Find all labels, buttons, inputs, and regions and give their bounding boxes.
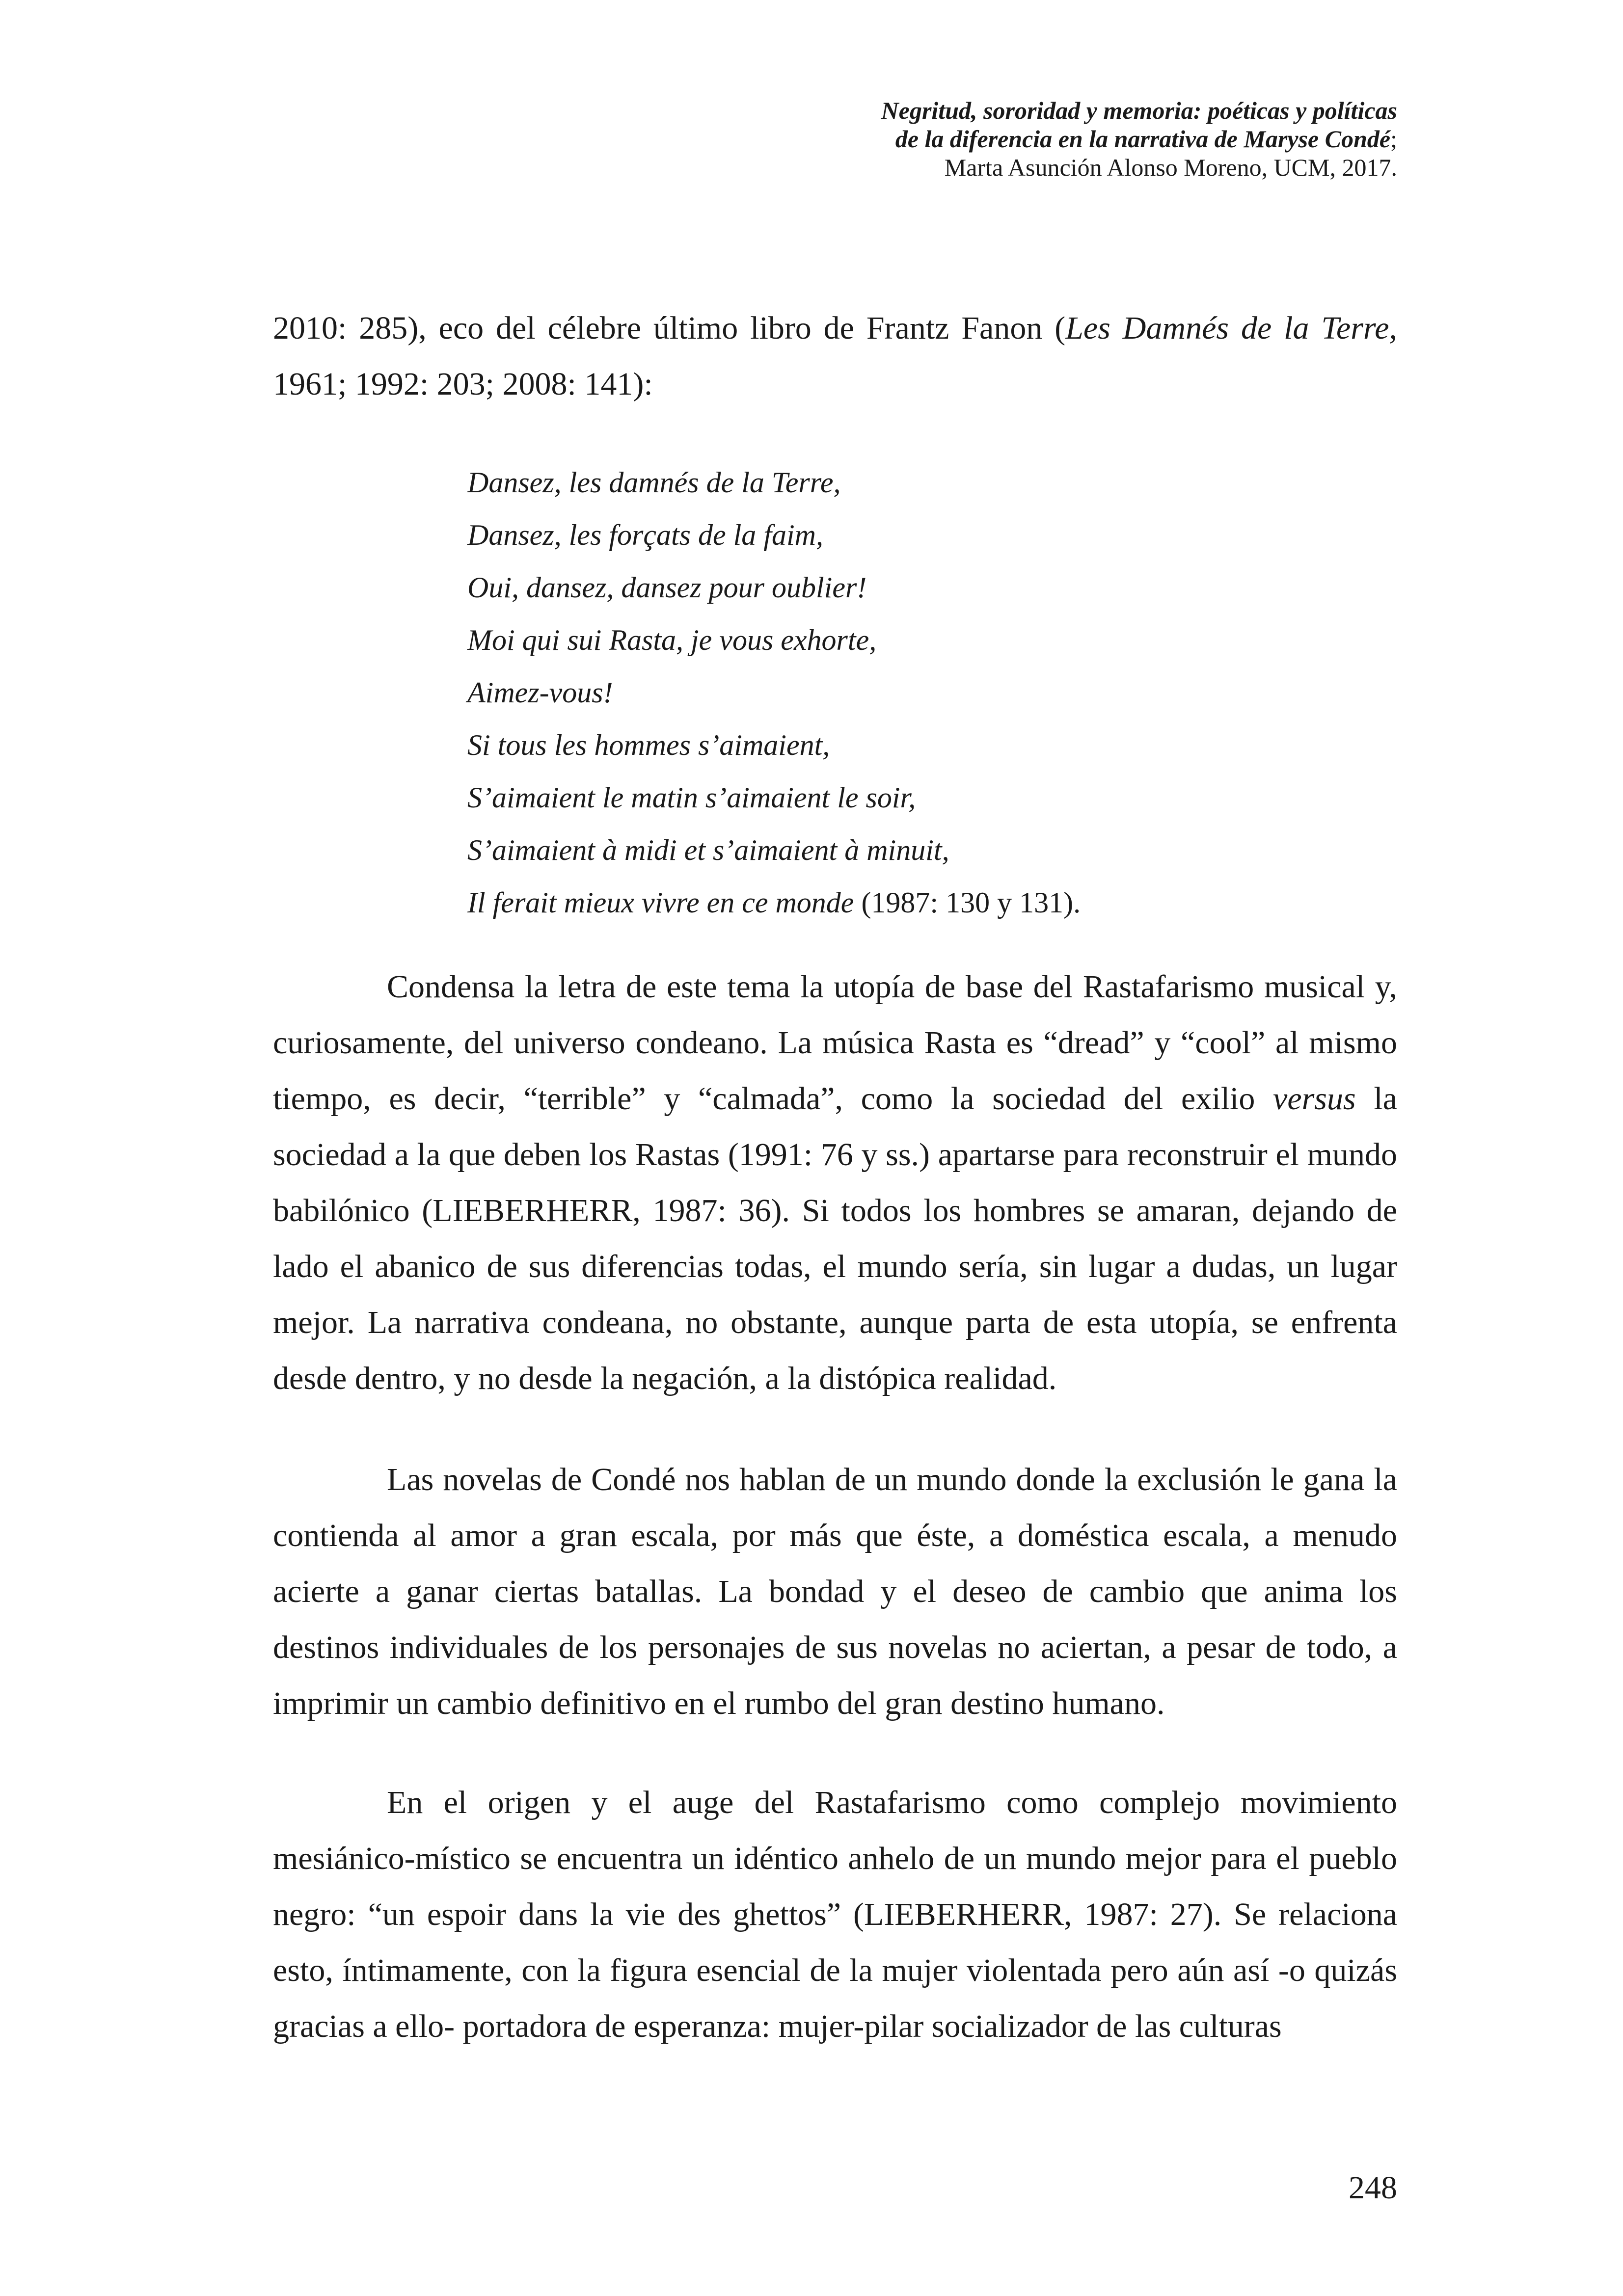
paragraph-3-text: En el origen y el auge del Rastafarismo como complejo movimiento mesiánico-místico se encuentra un idéntico anhelo de un mundo mejor para el pueblo negro: “un espoir dans la vie des ghettos” (LIEBERHERR, 1987: 27). Se relaciona esto, íntimamente, con la figura esencial de la mujer violentada pero aún así -o quizás gracias a ello- portadora de esperanza: mujer-pilar socializador de las culturas [273, 1785, 1397, 2044]
verse-line: Dansez, les damnés de la Terre, [467, 466, 841, 499]
verse-line: Oui, dansez, dansez pour oublier! [467, 571, 867, 604]
verse-citation: (1987: 130 y 131). [854, 886, 1081, 919]
intro-book-title: Les Damnés de la Terre [1065, 310, 1389, 346]
page-number: 248 [1349, 2170, 1397, 2206]
verse-line: S’aimaient le matin s’aimaient le soir, [467, 781, 916, 814]
paragraph-1 [273, 959, 1397, 1407]
intro-text [273, 300, 1397, 412]
paragraph-2-text: Las novelas de Condé nos hablan de un mundo donde la exclusión le gana la contienda al amor a gran escala, por más que éste, a doméstica escala, a menudo acierte a ganar ciertas batallas. La bondad y el deseo de cambio que anima los destinos individuales de los personajes de sus novelas no aciertan, a pesar de todo, a imprimir un cambio definitivo en el rumbo del gran destino humano. [273, 1462, 1397, 1721]
verse-line: Si tous les hommes s’aimaient, [467, 729, 830, 761]
header-title-line-2 [710, 125, 1397, 153]
paragraph-2 [273, 1452, 1397, 1732]
verse-last-line-text: Il ferait mieux vivre en ce monde [467, 886, 854, 919]
header-title-line-2-text: de la diferencia en la narrativa de Maryse Condé [895, 125, 1391, 153]
intro-part-1: 2010: 285), eco del célebre último libro de Frantz Fanon ( [273, 310, 1066, 346]
intro-paragraph [273, 300, 1397, 412]
header-author: Marta Asunción Alonso Moreno, UCM, 2017. [944, 154, 1397, 181]
p1-part-a: Condensa la letra de este tema la utopía de base del Rastafarismo musical y, curiosamente, del universo condeano. La música Rasta es “dread” y “cool” al mismo tiempo, es decir, “terrible” y “calmada”, como la sociedad del exilio [273, 969, 1397, 1117]
header-title-punct: ; [1390, 125, 1397, 153]
intro-part-2: , 1961; 1992: 203; 2008: 141): [273, 310, 1397, 402]
verse-line: Moi qui sui Rasta, je vous exhorte, [467, 624, 877, 656]
verse-line: S’aimaient à midi et s’aimaient à minuit, [467, 834, 949, 866]
paragraph-3 [273, 1775, 1397, 2055]
header-title-line-1: Negritud, sororidad y memoria: poéticas y políticas [881, 97, 1397, 124]
p1-part-b: la sociedad a la que deben los Rastas (1991: 76 y ss.) apartarse para reconstruir el mundo babilónico (LIEBERHERR, 1987: 36). Si todos los hombres se amaran, dejando de lado el abanico de sus diferencias todas, el mundo sería, sin lugar a dudas, un lugar mejor. La narrativa condeana, no obstante, aunque parta de esta utopía, se enfrenta desde dentro, y no desde la negación, a la distópica realidad. [273, 1081, 1397, 1396]
running-header [710, 96, 1397, 182]
verse-line: Dansez, les forçats de la faim, [467, 519, 823, 551]
paragraph-1-text [273, 959, 1397, 1407]
p1-emphasis: versus [1273, 1081, 1356, 1117]
verse-last-line [467, 877, 1400, 929]
verse-quote [467, 456, 1400, 929]
verse-line: Aimez-vous! [467, 676, 613, 709]
